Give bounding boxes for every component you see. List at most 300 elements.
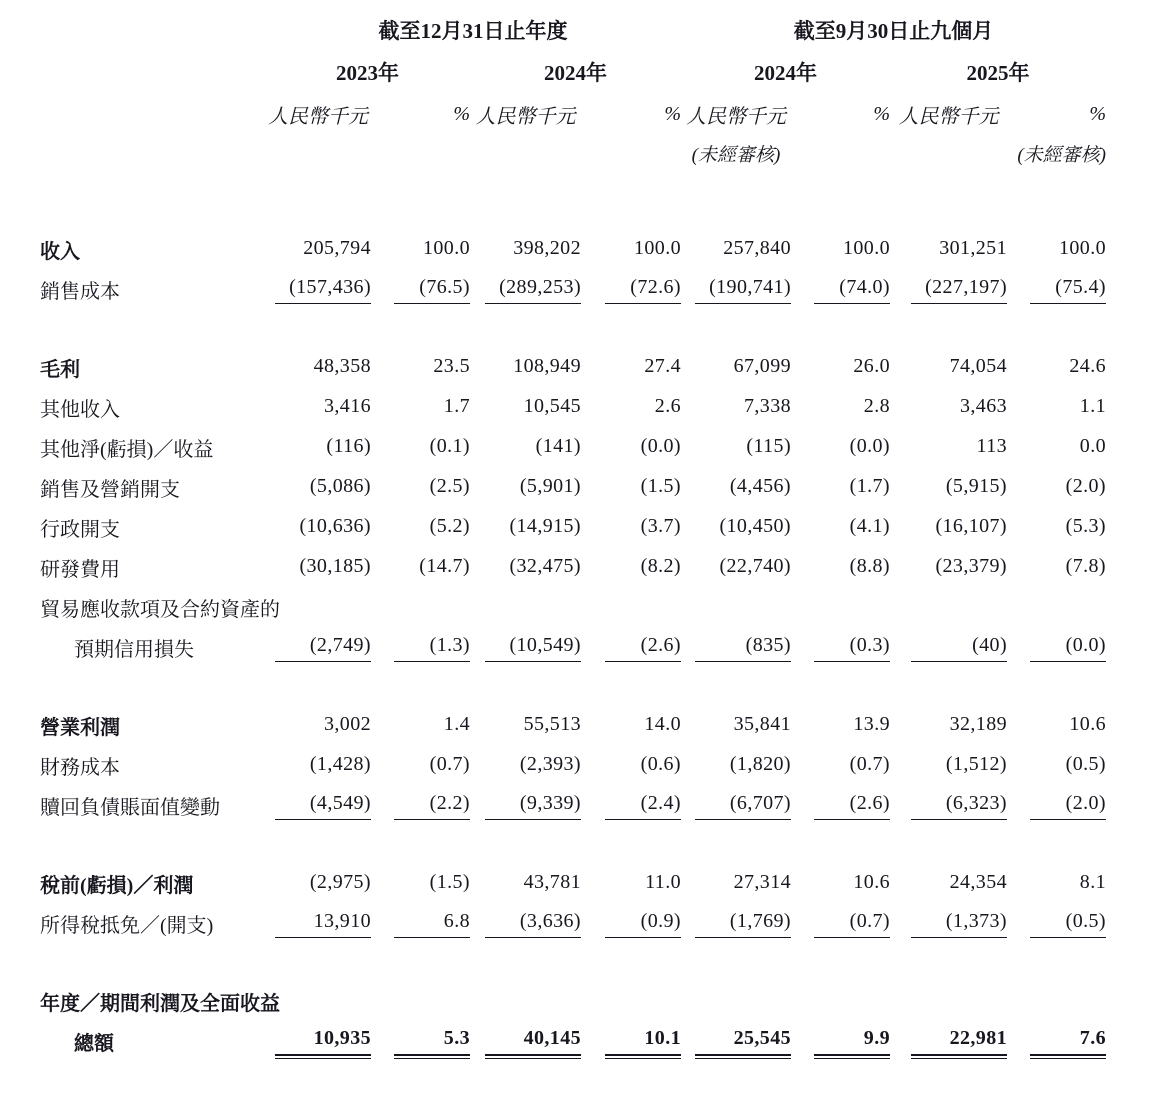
unit-header: 人民幣千元 [898,105,999,128]
cell-value: 6.8 [394,910,470,938]
cell-value: (141) [535,435,581,457]
percent-cell [581,264,681,304]
percent-cell [581,224,681,264]
amount-cell [681,224,791,264]
table-row [40,780,1106,820]
cell-value: (10,549) [485,634,581,662]
amount-cell [470,976,581,1016]
table-row [40,342,1106,382]
cell-value: 9.9 [814,1027,890,1056]
cell-value: (8.2) [640,555,681,577]
percent-cell [371,740,470,780]
amount-cell [890,542,1007,582]
amount-cell [470,224,581,264]
cell-value: (5,086) [309,475,371,497]
percent-cell [1007,976,1106,1016]
cell-value: (75.4) [1030,276,1106,304]
percent-cell [371,342,470,382]
header-body-spacer [40,172,1106,224]
spacer-cell [40,820,1106,858]
cell-value: (116) [326,435,371,457]
row-label: 其他淨(虧損)／收益 [40,439,214,461]
percent-cell [791,462,890,502]
percent-cell [791,740,890,780]
percent-cell [1007,224,1106,264]
percent-header: % [873,102,890,125]
cell-value: (1,373) [911,910,1007,938]
cell-value: 14.0 [644,713,681,735]
cell-value: (74.0) [814,276,890,304]
table-row [40,382,1106,422]
amount-cell [470,462,581,502]
cell-value: (3,636) [485,910,581,938]
period-group-row [40,10,1106,50]
cell-value: (0.3) [814,634,890,662]
cell-value: 26.0 [853,355,890,377]
amount-cell [681,502,791,542]
percent-cell [1007,858,1106,898]
amount-cell [470,542,581,582]
cell-value: 301,251 [939,237,1007,259]
row-label: 營業利潤 [40,717,120,739]
cell-value: 7,338 [744,395,791,417]
amount-cell [265,976,371,1016]
percent-cell [371,780,470,820]
cell-value: 13,910 [275,910,371,938]
amount-cell [681,422,791,462]
cell-value: (1.3) [394,634,470,662]
cell-value: 24,354 [949,871,1007,893]
cell-value: (6,323) [911,792,1007,820]
header-spacer-cell [40,94,265,134]
cell-value: (5.2) [429,515,470,537]
amount-cell [470,780,581,820]
amount-cell [265,622,371,662]
amount-cell [681,622,791,662]
cell-value: 1.7 [443,395,470,417]
percent-cell [371,264,470,304]
percent-cell [371,898,470,938]
cell-value: (10,450) [719,515,791,537]
percent-cell [581,462,681,502]
amount-cell [470,740,581,780]
cell-value: (1,512) [945,753,1007,775]
amount-cell [265,422,371,462]
amount-cell [890,740,1007,780]
row-label: 贖回負債賬面值變動 [40,797,220,819]
percent-cell [791,422,890,462]
cell-value: (1.7) [849,475,890,497]
cell-value: (5.3) [1065,515,1106,537]
percent-cell [791,976,890,1016]
cell-value: (0.7) [849,753,890,775]
amount-cell [470,382,581,422]
cell-value: 7.6 [1030,1027,1106,1056]
cell-value: (2.4) [605,792,681,820]
period-group-annual: 截至12月31日止年度 [378,19,568,43]
cell-value: (6,707) [695,792,791,820]
amount-cell [470,342,581,382]
cell-value: 23.5 [433,355,470,377]
percent-cell [791,858,890,898]
table-row [40,898,1106,938]
amount-cell [265,264,371,304]
percent-cell [581,700,681,740]
cell-value: (23,379) [935,555,1007,577]
cell-value: 67,099 [733,355,791,377]
unaudited-note: (未經審核) [691,144,781,166]
percent-cell [791,342,890,382]
amount-cell [681,342,791,382]
amount-cell [890,976,1007,1016]
amount-cell [265,462,371,502]
amount-cell [265,858,371,898]
table-row [40,858,1106,898]
percent-cell [581,1016,681,1056]
cell-value: 13.9 [853,713,890,735]
cell-value: 35,841 [733,713,791,735]
amount-cell [265,582,371,622]
percent-cell [791,700,890,740]
cell-value: 398,202 [513,237,581,259]
amount-cell [681,780,791,820]
amount-cell [265,382,371,422]
table-row [40,224,1106,264]
year-row [40,50,1106,94]
percent-cell [791,1016,890,1056]
amount-cell [890,224,1007,264]
amount-cell [265,700,371,740]
cell-value: (30,185) [299,555,371,577]
amount-cell [265,542,371,582]
percent-cell [791,502,890,542]
cell-value: (8.8) [849,555,890,577]
table-row [40,462,1106,502]
cell-value: (1,820) [729,753,791,775]
cell-value: 10.6 [853,871,890,893]
cell-value: 108,949 [513,355,581,377]
amount-cell [890,700,1007,740]
header-spacer-cell [791,134,890,172]
row-label: 總額 [74,1033,114,1055]
table-row [40,976,1106,1016]
percent-cell [581,502,681,542]
cell-value: (1.5) [640,475,681,497]
row-label: 毛利 [40,359,80,381]
row-label: 貿易應收款項及合約資產的 [40,599,280,621]
period-group-nine-months: 截至9月30日止九個月 [793,19,994,43]
cell-value: (1,769) [695,910,791,938]
amount-cell [890,1016,1007,1056]
percent-header: % [453,102,470,125]
amount-cell [681,976,791,1016]
percent-cell [791,264,890,304]
amount-cell [470,582,581,622]
cell-value: 74,054 [949,355,1007,377]
header-spacer-cell [40,10,265,50]
amount-cell [470,502,581,542]
percent-cell [1007,700,1106,740]
cell-value: 257,840 [723,237,791,259]
amount-cell [681,462,791,502]
table-row [40,622,1106,662]
cell-value: (4,549) [275,792,371,820]
row-label: 年度／期間利潤及全面收益 [40,993,280,1015]
table-row [40,582,1106,622]
cell-value: (2,975) [309,871,371,893]
cell-value: (14.7) [419,555,470,577]
amount-cell [681,858,791,898]
percent-header: % [1089,102,1106,125]
amount-cell [890,264,1007,304]
spacer-cell [40,172,1106,224]
cell-value: (14,915) [509,515,581,537]
amount-cell [890,422,1007,462]
amount-cell [890,858,1007,898]
cell-value: (72.6) [605,276,681,304]
amount-cell [265,780,371,820]
percent-cell [791,224,890,264]
percent-cell [1007,342,1106,382]
amount-cell [681,264,791,304]
cell-value: 40,145 [485,1027,581,1056]
percent-cell [791,622,890,662]
cell-value: (76.5) [394,276,470,304]
percent-cell [791,898,890,938]
amount-cell [890,382,1007,422]
cell-value: (115) [746,435,791,457]
amount-cell [681,542,791,582]
row-label: 稅前(虧損)／利潤 [40,875,194,897]
percent-cell [1007,264,1106,304]
cell-value: (32,475) [509,555,581,577]
percent-cell [1007,462,1106,502]
year-header-2023: 2023年 [336,61,399,85]
cell-value: (157,436) [275,276,371,304]
cell-value: (1.5) [429,871,470,893]
cell-value: (2,749) [275,634,371,662]
percent-cell [371,462,470,502]
cell-value: (0.9) [605,910,681,938]
cell-value: (4,456) [729,475,791,497]
cell-value: (0.5) [1065,753,1106,775]
unaudited-row [40,134,1106,172]
percent-cell [581,382,681,422]
cell-value: 205,794 [303,237,371,259]
table-row [40,1016,1106,1056]
cell-value: 10,545 [523,395,581,417]
amount-cell [681,582,791,622]
percent-cell [371,700,470,740]
cell-value: (0.0) [1030,634,1106,662]
cell-value: (7.8) [1065,555,1106,577]
percent-cell [371,542,470,582]
percent-cell [1007,542,1106,582]
amount-cell [470,622,581,662]
amount-cell [681,700,791,740]
cell-value: (190,741) [695,276,791,304]
percent-cell [581,582,681,622]
header-spacer-cell [40,134,681,172]
percent-cell [371,382,470,422]
amount-cell [470,1016,581,1056]
unit-header: 人民幣千元 [268,105,368,128]
cell-value: (2.6) [814,792,890,820]
unit-header: 人民幣千元 [475,105,576,128]
cell-value: 2.6 [654,395,681,417]
table-row [40,740,1106,780]
cell-value: 25,545 [695,1027,791,1056]
amount-cell [470,264,581,304]
cell-value: 3,416 [324,395,371,417]
cell-value: (0.0) [849,435,890,457]
percent-cell [371,976,470,1016]
percent-header: % [664,102,681,125]
row-label: 研發費用 [40,559,120,581]
cell-value: 32,189 [949,713,1007,735]
cell-value: (5,915) [945,475,1007,497]
percent-cell [1007,422,1106,462]
percent-cell [1007,622,1106,662]
cell-value: 3,002 [324,713,371,735]
cell-value: 100.0 [423,237,470,259]
cell-value: 10,935 [275,1027,371,1056]
cell-value: 100.0 [634,237,681,259]
cell-value: 24.6 [1069,355,1106,377]
cell-value: (2.2) [394,792,470,820]
amount-cell [681,898,791,938]
cell-value: (289,253) [485,276,581,304]
cell-value: 5.3 [394,1027,470,1056]
amount-cell [265,740,371,780]
cell-value: (2.5) [429,475,470,497]
year-header-2024: 2024年 [544,61,607,85]
unit-header: 人民幣千元 [686,105,786,128]
cell-value: (0.6) [640,753,681,775]
cell-value: 100.0 [1059,237,1106,259]
amount-cell [681,382,791,422]
amount-cell [265,342,371,382]
section-gap-row [40,820,1106,858]
percent-cell [791,582,890,622]
cell-value: 1.1 [1079,395,1106,417]
amount-cell [890,898,1007,938]
cell-value: (22,740) [719,555,791,577]
percent-cell [1007,780,1106,820]
percent-cell [791,542,890,582]
cell-value: (40) [911,634,1007,662]
amount-cell [890,582,1007,622]
percent-cell [581,422,681,462]
amount-cell [681,1016,791,1056]
percent-cell [1007,1016,1106,1056]
percent-cell [581,342,681,382]
percent-cell [371,502,470,542]
cell-value: (0.5) [1030,910,1106,938]
cell-value: (5,901) [519,475,581,497]
row-label: 所得稅抵免／(開支) [40,915,214,937]
percent-cell [371,622,470,662]
cell-value: 10.1 [605,1027,681,1056]
cell-value: (2.0) [1065,475,1106,497]
amount-cell [265,898,371,938]
year-header-2024-9m: 2024年 [754,61,817,85]
section-gap-row [40,662,1106,700]
row-label: 預期信用損失 [74,639,194,661]
row-label: 銷售成本 [40,281,120,303]
percent-cell [1007,582,1106,622]
row-label: 行政開支 [40,519,120,541]
amount-cell [470,898,581,938]
table-body [40,224,1106,1056]
financial-table [40,10,1106,1056]
percent-cell [581,740,681,780]
spacer-cell [40,304,1106,342]
cell-value: (2.0) [1030,792,1106,820]
percent-cell [581,976,681,1016]
unit-row [40,94,1106,134]
percent-cell [371,582,470,622]
cell-value: 1.4 [443,713,470,735]
cell-value: 3,463 [960,395,1007,417]
percent-cell [1007,382,1106,422]
amount-cell [681,740,791,780]
percent-cell [1007,740,1106,780]
table-row [40,542,1106,582]
table-row [40,422,1106,462]
spacer-cell [40,938,1106,976]
cell-value: (4.1) [849,515,890,537]
amount-cell [890,462,1007,502]
percent-cell [581,622,681,662]
cell-value: 113 [976,435,1007,457]
percent-cell [371,422,470,462]
cell-value: 11.0 [645,871,681,893]
percent-cell [1007,502,1106,542]
unaudited-note: (未經審核) [1017,144,1106,166]
cell-value: (1,428) [309,753,371,775]
amount-cell [265,502,371,542]
amount-cell [890,342,1007,382]
cell-value: 27,314 [733,871,791,893]
cell-value: 10.6 [1069,713,1106,735]
amount-cell [265,224,371,264]
amount-cell [265,1016,371,1056]
percent-cell [581,858,681,898]
cell-value: 43,781 [523,871,581,893]
cell-value: (3.7) [640,515,681,537]
cell-value: 22,981 [911,1027,1007,1056]
percent-cell [581,542,681,582]
table-row [40,700,1106,740]
row-label: 其他收入 [40,399,120,421]
row-label: 收入 [40,241,80,263]
cell-value: 27.4 [644,355,681,377]
section-gap-row [40,304,1106,342]
percent-cell [371,224,470,264]
row-label: 財務成本 [40,757,120,779]
amount-cell [890,780,1007,820]
cell-value: (10,636) [299,515,371,537]
table-row [40,502,1106,542]
percent-cell [791,382,890,422]
cell-value: 0.0 [1079,435,1106,457]
cell-value: (0.1) [429,435,470,457]
percent-cell [371,1016,470,1056]
cell-value: (835) [695,634,791,662]
row-label: 銷售及營銷開支 [40,479,180,501]
table-row [40,264,1106,304]
